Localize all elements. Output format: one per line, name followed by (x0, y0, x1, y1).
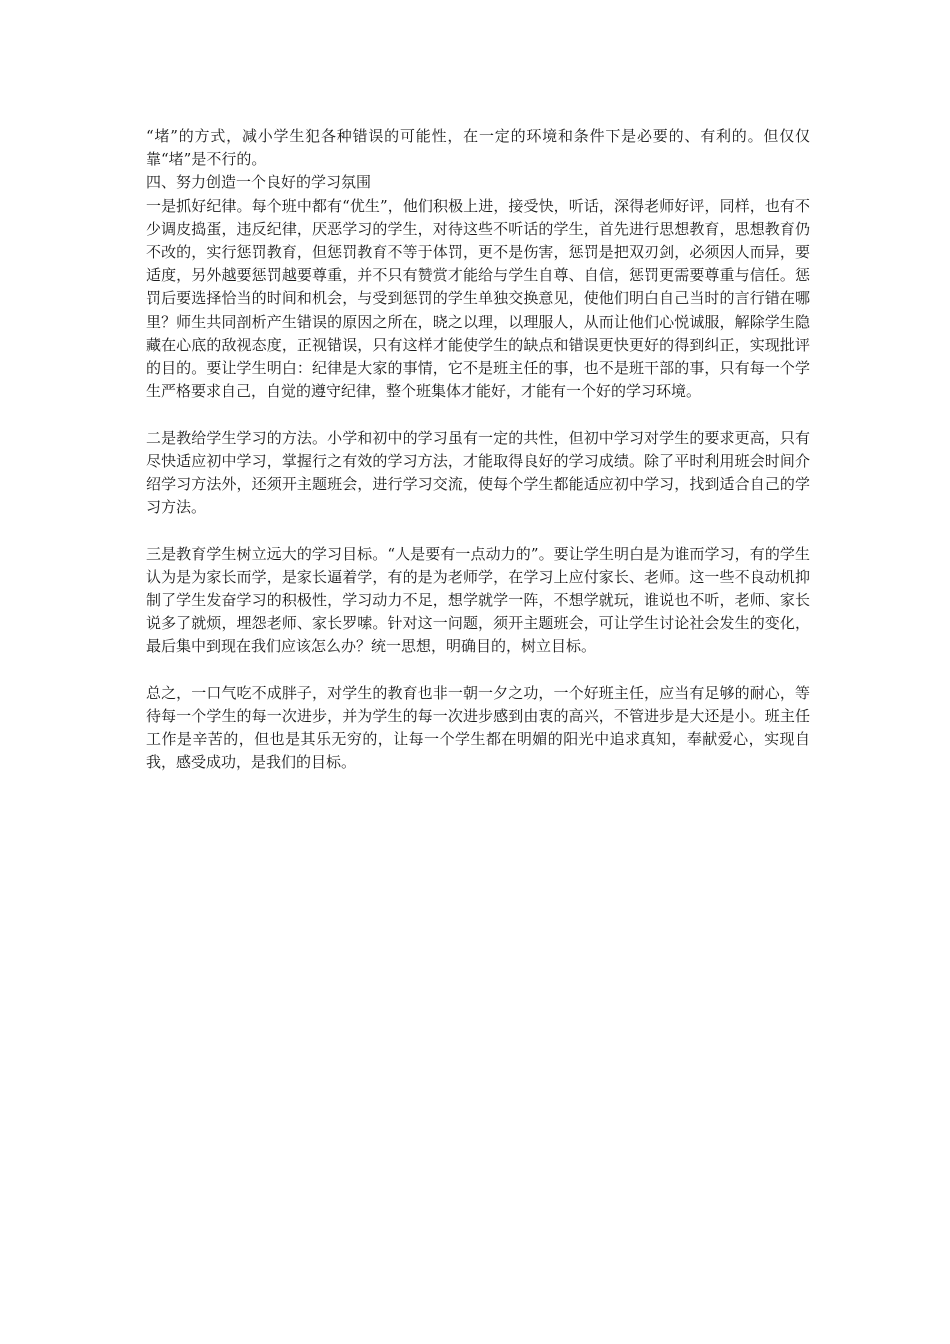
paragraph-study-goals: 三是教育学生树立远大的学习目标。“人是要有一点动力的”。要让学生明白是为谁而学习，有的学生认为是为家长而学，是家长逼着学，有的是为老师学，在学习上应付家长、老师。这一些不良动机抑制了学生发奋学习的积极性，学习动力不足，想学就学一阵，不想学就玩，谁说也不听，老师、家长说多了就烦，埋怨老师、家长罗嗦。针对这一问题，须开主题班会，可让学生讨论社会发生的变化，最后集中到现在我们应该怎么办？统一思想，明确目的，树立目标。 (146, 544, 810, 656)
paragraph-study-methods: 二是教给学生学习的方法。小学和初中的学习虽有一定的共性，但初中学习对学生的要求更高，只有尽快适应初中学习，掌握行之有效的学习方法，才能取得良好的学习成绩。除了平时利用班会时间介绍学习方法外，还须开主题班会，进行学习交流，使每个学生都能适应初中学习，找到适合自己的学习方法。 (146, 428, 810, 517)
paragraph-summary: 总之，一口气吃不成胖子，对学生的教育也非一朝一夕之功，一个好班主任，应当有足够的耐心，等待每一个学生的每一次进步，并为学生的每一次进步感到由衷的高兴，不管进步是大还是小。班主任工作是辛苦的，但也是其乐无穷的，让每一个学生都在明媚的阳光中追求真知，奉献爱心，实现自我，感受成功，是我们的目标。 (146, 683, 810, 772)
paragraph-spacer (146, 519, 810, 542)
paragraph-spacer (146, 403, 810, 426)
paragraph-blocking-conclusion: “堵”的方式，减小学生犯各种错误的可能性，在一定的环境和条件下是必要的、有利的。但仅仅靠“堵”是不行的。 (146, 127, 810, 169)
document-page (146, 125, 810, 775)
paragraph-discipline: 一是抓好纪律。每个班中都有“优生”，他们积极上进，接受快，听话，深得老师好评，同样，也有不少调皮捣蛋，违反纪律，厌恶学习的学生，对待这些不听话的学生，首先进行思想教育，思想教育仍不改的，实行惩罚教育，但惩罚教育不等于体罚，更不是伤害，惩罚是把双刃剑，必须因人而异，要适度，另外越要惩罚越要尊重，并不只有赞赏才能给与学生自尊、自信，惩罚更需要尊重与信任。惩罚后要选择恰当的时间和机会，与受到惩罚的学生单独交换意见，使他们明白自己当时的言行错在哪里？师生共同剖析产生错误的原因之所在，晓之以理，以理服人，从而让他们心悦诚服，解除学生隐藏在心底的敌视态度，正视错误，只有这样才能使学生的缺点和错误更快更好的得到纠正，实现批评的目的。要让学生明白：纪律是大家的事情，它不是班主任的事，也不是班干部的事，只有每一个学生严格要求自己，自觉的遵守纪律，整个班集体才能好，才能有一个好的学习环境。 (146, 196, 810, 401)
section-heading: 四、努力创造一个良好的学习氛围 (146, 173, 372, 192)
paragraph-spacer (146, 659, 810, 682)
